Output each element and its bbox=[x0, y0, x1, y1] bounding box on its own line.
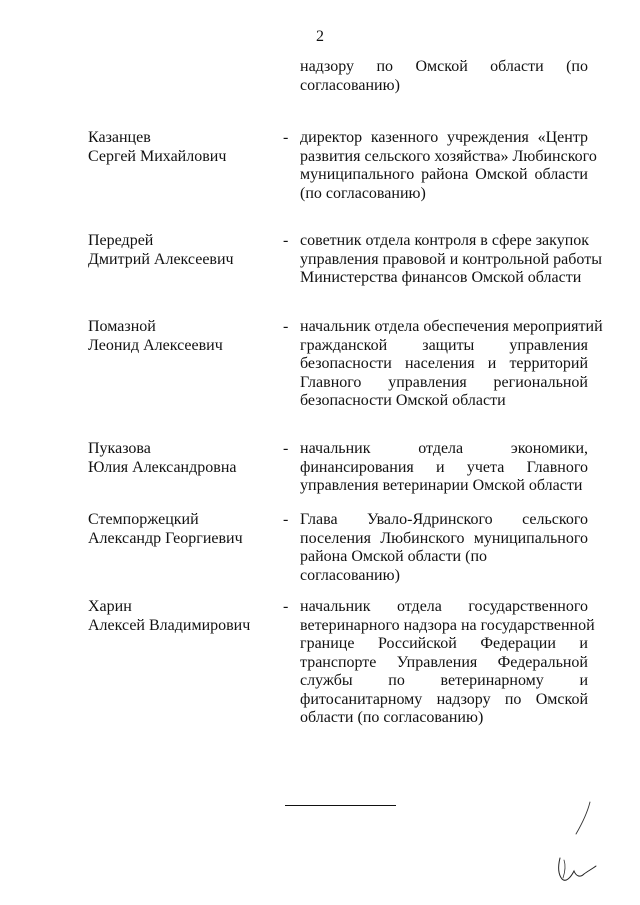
member-position bbox=[300, 598, 595, 728]
member-surname: Передрей bbox=[88, 232, 154, 249]
member-name bbox=[88, 598, 278, 635]
text-line: поселения Любинского муниципального bbox=[300, 529, 588, 547]
member-position bbox=[300, 440, 588, 496]
text-line: управления правовой и контрольной работы bbox=[300, 250, 602, 268]
member-surname: Стемпоржецкий bbox=[88, 511, 199, 528]
text-line: фитосанитарному надзору по Омской bbox=[300, 690, 588, 708]
member-surname: Казанцев bbox=[88, 129, 151, 146]
text-line: муниципального района Омской области bbox=[300, 166, 588, 183]
member-given-names: Александр Георгиевич bbox=[88, 529, 243, 547]
text-line: Глава Увало-Ядринского сельского bbox=[300, 511, 588, 528]
text-line: службы по ветеринарному и bbox=[300, 672, 588, 689]
member-name bbox=[88, 511, 278, 548]
text-line: Главного управления региональной bbox=[300, 373, 588, 391]
handwritten-initials-mark bbox=[550, 800, 600, 885]
text-line: финансирования и учета Главного bbox=[300, 458, 588, 476]
text-line: надзору по Омской области (по bbox=[300, 58, 588, 75]
page-number: 2 bbox=[316, 28, 324, 45]
member-given-names: Сергей Михайлович bbox=[88, 147, 227, 165]
continued-text-block bbox=[300, 58, 588, 95]
member-surname: Харин bbox=[88, 598, 132, 615]
member-position bbox=[300, 129, 597, 203]
member-name bbox=[88, 440, 278, 477]
text-line: начальник отдела экономики, bbox=[300, 440, 588, 457]
dash-separator: - bbox=[283, 598, 289, 615]
text-line: безопасности населения и территорий bbox=[300, 355, 588, 372]
member-position bbox=[300, 318, 603, 411]
member-name bbox=[88, 129, 278, 166]
dash-separator: - bbox=[283, 440, 289, 457]
text-line: транспорте Управления Федеральной bbox=[300, 653, 588, 671]
text-line: Министерства финансов Омской области bbox=[300, 269, 582, 286]
member-name bbox=[88, 232, 278, 269]
member-position bbox=[300, 232, 602, 288]
dash-separator: - bbox=[283, 232, 289, 249]
dash-separator: - bbox=[283, 318, 289, 335]
text-line: управления ветеринарии Омской области bbox=[300, 477, 583, 494]
member-name bbox=[88, 318, 278, 355]
dash-separator: - bbox=[283, 129, 289, 146]
end-of-list-rule bbox=[285, 805, 396, 806]
member-position bbox=[300, 511, 588, 585]
text-line: согласованию) bbox=[300, 76, 400, 94]
member-given-names: Алексей Владимирович bbox=[88, 616, 251, 634]
text-line: безопасности Омской области bbox=[300, 392, 506, 409]
member-given-names: Юлия Александровна bbox=[88, 458, 237, 476]
member-given-names: Леонид Алексеевич bbox=[88, 336, 223, 354]
text-line: (по согласованию) bbox=[300, 184, 426, 202]
text-line: начальник отдела обеспечения мероприятий bbox=[300, 318, 603, 335]
text-line: района Омской области (по согласованию) bbox=[300, 548, 488, 584]
text-line: области (по согласованию) bbox=[300, 709, 484, 726]
dash-separator: - bbox=[283, 511, 289, 528]
member-surname: Пуказова bbox=[88, 440, 151, 457]
text-line: ветеринарного надзора на государственной bbox=[300, 616, 595, 634]
text-line: границе Российской Федерации и bbox=[300, 635, 588, 652]
text-line: начальник отдела государственного bbox=[300, 598, 588, 615]
member-given-names: Дмитрий Алексеевич bbox=[88, 250, 234, 268]
text-line: развития сельского хозяйства» Любинского bbox=[300, 147, 597, 165]
text-line: директор казенного учреждения «Центр bbox=[300, 129, 588, 146]
text-line: советник отдела контроля в сфере закупок bbox=[300, 232, 590, 249]
text-line: гражданской защиты управления bbox=[300, 336, 588, 354]
member-surname: Помазной bbox=[88, 318, 156, 335]
